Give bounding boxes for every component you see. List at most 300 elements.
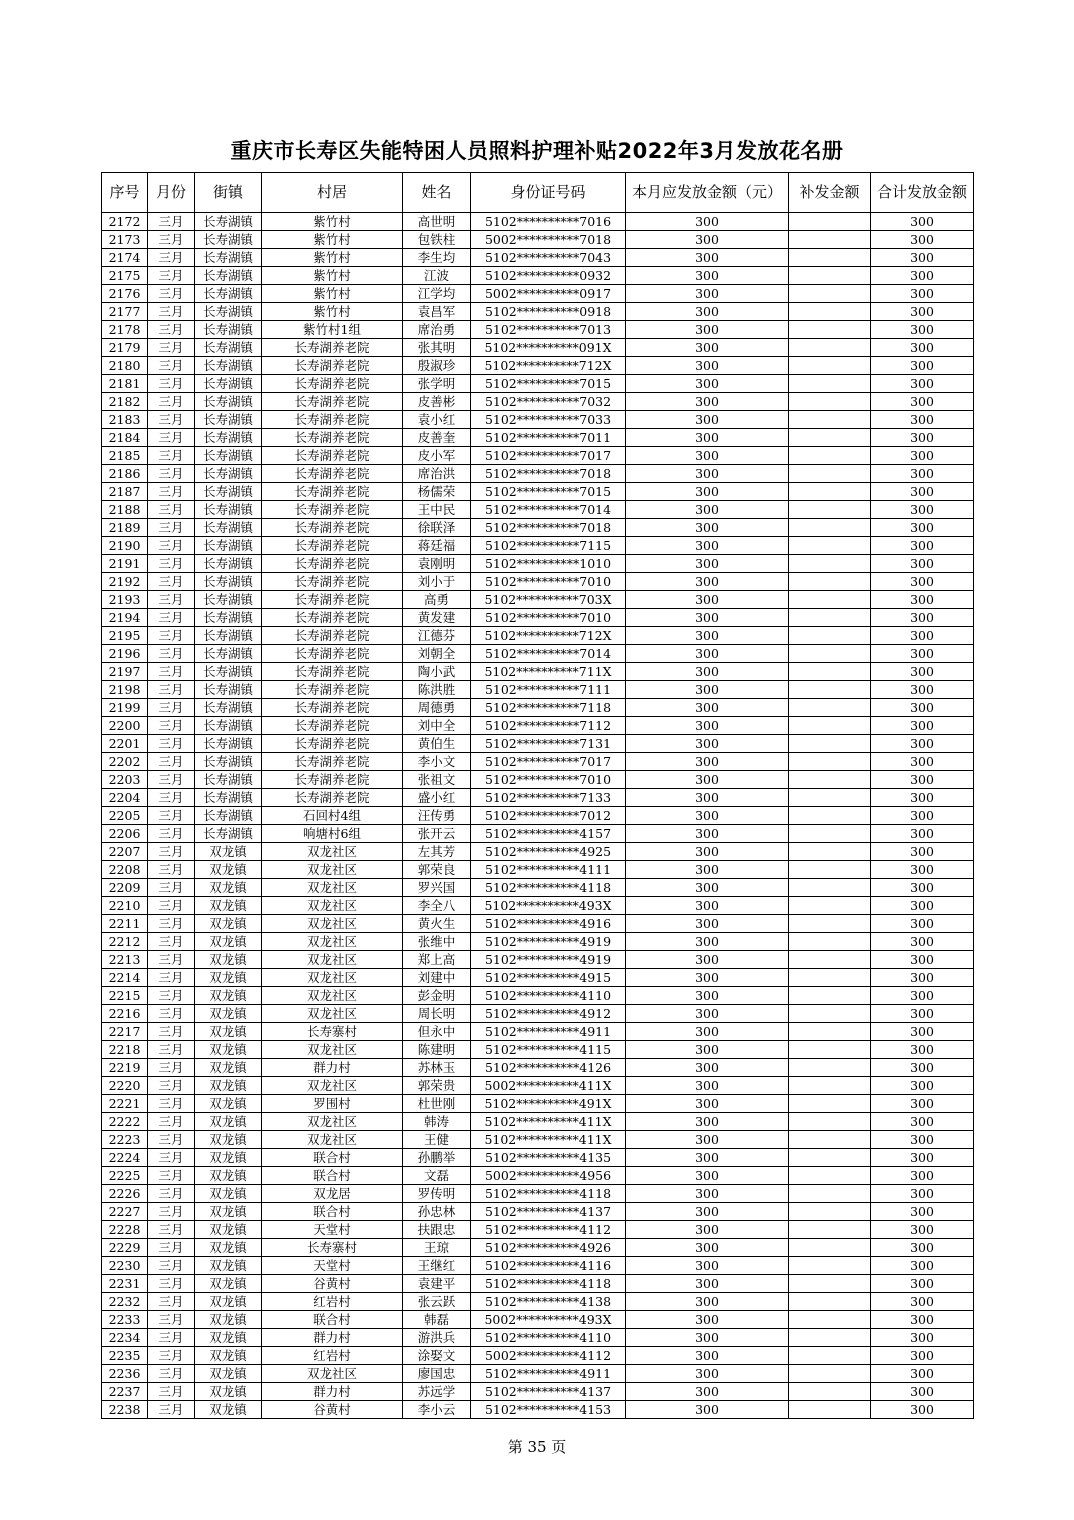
- header-town: 街镇: [195, 173, 262, 213]
- name-cell: 孙忠林: [403, 1203, 471, 1221]
- village-cell: 紫竹村1组: [262, 321, 403, 339]
- amount-due-cell: 300: [626, 1221, 789, 1239]
- town-cell: 双龙镇: [195, 1293, 262, 1311]
- back-pay-cell: [789, 1257, 871, 1275]
- month-cell: 三月: [148, 1131, 195, 1149]
- total-paid-cell: 300: [871, 1023, 974, 1041]
- id-number-cell: 5102**********491X: [471, 1095, 626, 1113]
- town-cell: 长寿湖镇: [195, 717, 262, 735]
- table-row: [102, 645, 974, 663]
- back-pay-cell: [789, 627, 871, 645]
- id-number-cell: 5102**********4919: [471, 951, 626, 969]
- name-cell: 彭金明: [403, 987, 471, 1005]
- id-number-cell: 5102**********7017: [471, 753, 626, 771]
- amount-due-cell: 300: [626, 357, 789, 375]
- amount-due-cell: 300: [626, 303, 789, 321]
- seq-cell: 2220: [102, 1077, 148, 1095]
- village-cell: 谷黄村: [262, 1275, 403, 1293]
- table-row: [102, 735, 974, 753]
- amount-due-cell: 300: [626, 1149, 789, 1167]
- seq-cell: 2182: [102, 393, 148, 411]
- id-number-cell: 5102**********4115: [471, 1041, 626, 1059]
- name-cell: 袁刚明: [403, 555, 471, 573]
- town-cell: 双龙镇: [195, 1221, 262, 1239]
- total-paid-cell: 300: [871, 987, 974, 1005]
- amount-due-cell: 300: [626, 411, 789, 429]
- seq-cell: 2223: [102, 1131, 148, 1149]
- seq-cell: 2213: [102, 951, 148, 969]
- seq-cell: 2192: [102, 573, 148, 591]
- id-number-cell: 5102**********7010: [471, 609, 626, 627]
- amount-due-cell: 300: [626, 1257, 789, 1275]
- id-number-cell: 5102**********4926: [471, 1239, 626, 1257]
- id-number-cell: 5102**********711X: [471, 663, 626, 681]
- name-cell: 张其明: [403, 339, 471, 357]
- total-paid-cell: 300: [871, 789, 974, 807]
- back-pay-cell: [789, 1059, 871, 1077]
- month-cell: 三月: [148, 717, 195, 735]
- town-cell: 双龙镇: [195, 1041, 262, 1059]
- amount-due-cell: 300: [626, 1077, 789, 1095]
- back-pay-cell: [789, 303, 871, 321]
- id-number-cell: 5002**********4956: [471, 1167, 626, 1185]
- village-cell: 双龙社区: [262, 843, 403, 861]
- month-cell: 三月: [148, 1401, 195, 1419]
- amount-due-cell: 300: [626, 951, 789, 969]
- seq-cell: 2209: [102, 879, 148, 897]
- village-cell: 双龙社区: [262, 1113, 403, 1131]
- month-cell: 三月: [148, 1275, 195, 1293]
- roster-table: [101, 172, 974, 1419]
- seq-cell: 2219: [102, 1059, 148, 1077]
- id-number-cell: 5102**********7111: [471, 681, 626, 699]
- table-row: [102, 825, 974, 843]
- village-cell: 双龙社区: [262, 969, 403, 987]
- seq-cell: 2202: [102, 753, 148, 771]
- village-cell: 长寿湖养老院: [262, 627, 403, 645]
- amount-due-cell: 300: [626, 807, 789, 825]
- month-cell: 三月: [148, 1167, 195, 1185]
- total-paid-cell: 300: [871, 1167, 974, 1185]
- name-cell: 杜世刚: [403, 1095, 471, 1113]
- town-cell: 双龙镇: [195, 843, 262, 861]
- town-cell: 长寿湖镇: [195, 645, 262, 663]
- village-cell: 罗围村: [262, 1095, 403, 1113]
- village-cell: 天堂村: [262, 1257, 403, 1275]
- table-row: [102, 1131, 974, 1149]
- name-cell: 李全八: [403, 897, 471, 915]
- month-cell: 三月: [148, 1149, 195, 1167]
- month-cell: 三月: [148, 807, 195, 825]
- month-cell: 三月: [148, 591, 195, 609]
- village-cell: 双龙居: [262, 1185, 403, 1203]
- month-cell: 三月: [148, 285, 195, 303]
- id-number-cell: 5102**********4157: [471, 825, 626, 843]
- town-cell: 长寿湖镇: [195, 609, 262, 627]
- total-paid-cell: 300: [871, 285, 974, 303]
- id-number-cell: 5102**********712X: [471, 357, 626, 375]
- town-cell: 双龙镇: [195, 861, 262, 879]
- back-pay-cell: [789, 1023, 871, 1041]
- name-cell: 韩涛: [403, 1113, 471, 1131]
- total-paid-cell: 300: [871, 897, 974, 915]
- village-cell: 长寿湖养老院: [262, 357, 403, 375]
- back-pay-cell: [789, 1275, 871, 1293]
- name-cell: 杨儒荣: [403, 483, 471, 501]
- back-pay-cell: [789, 447, 871, 465]
- back-pay-cell: [789, 1113, 871, 1131]
- id-number-cell: 5102**********4118: [471, 1185, 626, 1203]
- back-pay-cell: [789, 555, 871, 573]
- seq-cell: 2210: [102, 897, 148, 915]
- name-cell: 皮小军: [403, 447, 471, 465]
- village-cell: 长寿湖养老院: [262, 537, 403, 555]
- id-number-cell: 5102**********4925: [471, 843, 626, 861]
- amount-due-cell: 300: [626, 1041, 789, 1059]
- amount-due-cell: 300: [626, 285, 789, 303]
- seq-cell: 2177: [102, 303, 148, 321]
- name-cell: 廖国忠: [403, 1365, 471, 1383]
- town-cell: 长寿湖镇: [195, 555, 262, 573]
- name-cell: 席治勇: [403, 321, 471, 339]
- id-number-cell: 5102**********4137: [471, 1203, 626, 1221]
- total-paid-cell: 300: [871, 771, 974, 789]
- table-row: [102, 1023, 974, 1041]
- month-cell: 三月: [148, 753, 195, 771]
- month-cell: 三月: [148, 915, 195, 933]
- amount-due-cell: 300: [626, 897, 789, 915]
- back-pay-cell: [789, 1365, 871, 1383]
- table-row: [102, 789, 974, 807]
- name-cell: 涂娶文: [403, 1347, 471, 1365]
- back-pay-cell: [789, 375, 871, 393]
- total-paid-cell: 300: [871, 393, 974, 411]
- total-paid-cell: 300: [871, 1401, 974, 1419]
- table-row: [102, 231, 974, 249]
- name-cell: 周德勇: [403, 699, 471, 717]
- total-paid-cell: 300: [871, 969, 974, 987]
- amount-due-cell: 300: [626, 609, 789, 627]
- back-pay-cell: [789, 807, 871, 825]
- name-cell: 李生均: [403, 249, 471, 267]
- total-paid-cell: 300: [871, 1239, 974, 1257]
- id-number-cell: 5102**********712X: [471, 627, 626, 645]
- month-cell: 三月: [148, 969, 195, 987]
- amount-due-cell: 300: [626, 1275, 789, 1293]
- back-pay-cell: [789, 501, 871, 519]
- seq-cell: 2214: [102, 969, 148, 987]
- town-cell: 双龙镇: [195, 1077, 262, 1095]
- total-paid-cell: 300: [871, 339, 974, 357]
- town-cell: 双龙镇: [195, 1365, 262, 1383]
- town-cell: 长寿湖镇: [195, 483, 262, 501]
- id-number-cell: 5002**********411X: [471, 1077, 626, 1095]
- seq-cell: 2175: [102, 267, 148, 285]
- back-pay-cell: [789, 1077, 871, 1095]
- seq-cell: 2188: [102, 501, 148, 519]
- month-cell: 三月: [148, 321, 195, 339]
- id-number-cell: 5102**********7043: [471, 249, 626, 267]
- village-cell: 天堂村: [262, 1221, 403, 1239]
- name-cell: 陈洪胜: [403, 681, 471, 699]
- table-row: [102, 1095, 974, 1113]
- table-row: [102, 1401, 974, 1419]
- name-cell: 郭荣良: [403, 861, 471, 879]
- amount-due-cell: 300: [626, 1131, 789, 1149]
- total-paid-cell: 300: [871, 267, 974, 285]
- total-paid-cell: 300: [871, 1131, 974, 1149]
- amount-due-cell: 300: [626, 1401, 789, 1419]
- table-row: [102, 807, 974, 825]
- total-paid-cell: 300: [871, 1005, 974, 1023]
- name-cell: 袁昌军: [403, 303, 471, 321]
- month-cell: 三月: [148, 357, 195, 375]
- village-cell: 谷黄村: [262, 1401, 403, 1419]
- name-cell: 李小云: [403, 1401, 471, 1419]
- name-cell: 李小文: [403, 753, 471, 771]
- table-row: [102, 537, 974, 555]
- back-pay-cell: [789, 483, 871, 501]
- table-row: [102, 555, 974, 573]
- name-cell: 张学明: [403, 375, 471, 393]
- document-title: 重庆市长寿区失能特困人员照料护理补贴2022年3月发放花名册: [230, 139, 844, 163]
- total-paid-cell: 300: [871, 915, 974, 933]
- total-paid-cell: 300: [871, 627, 974, 645]
- id-number-cell: 5102**********7015: [471, 375, 626, 393]
- id-number-cell: 5102**********4110: [471, 1329, 626, 1347]
- amount-due-cell: 300: [626, 447, 789, 465]
- town-cell: 长寿湖镇: [195, 771, 262, 789]
- name-cell: 刘朝全: [403, 645, 471, 663]
- table-row: [102, 393, 974, 411]
- town-cell: 长寿湖镇: [195, 735, 262, 753]
- seq-cell: 2176: [102, 285, 148, 303]
- back-pay-cell: [789, 915, 871, 933]
- name-cell: 游洪兵: [403, 1329, 471, 1347]
- total-paid-cell: 300: [871, 375, 974, 393]
- back-pay-cell: [789, 771, 871, 789]
- seq-cell: 2238: [102, 1401, 148, 1419]
- seq-cell: 2194: [102, 609, 148, 627]
- total-paid-cell: 300: [871, 1077, 974, 1095]
- back-pay-cell: [789, 321, 871, 339]
- town-cell: 双龙镇: [195, 1401, 262, 1419]
- total-paid-cell: 300: [871, 879, 974, 897]
- town-cell: 长寿湖镇: [195, 519, 262, 537]
- total-paid-cell: 300: [871, 555, 974, 573]
- month-cell: 三月: [148, 645, 195, 663]
- table-row: [102, 987, 974, 1005]
- table-row: [102, 933, 974, 951]
- amount-due-cell: 300: [626, 663, 789, 681]
- village-cell: 联合村: [262, 1167, 403, 1185]
- back-pay-cell: [789, 1041, 871, 1059]
- total-paid-cell: 300: [871, 519, 974, 537]
- id-number-cell: 5102**********493X: [471, 897, 626, 915]
- back-pay-cell: [789, 753, 871, 771]
- back-pay-cell: [789, 735, 871, 753]
- village-cell: 群力村: [262, 1329, 403, 1347]
- amount-due-cell: 300: [626, 753, 789, 771]
- town-cell: 长寿湖镇: [195, 465, 262, 483]
- seq-cell: 2231: [102, 1275, 148, 1293]
- id-number-cell: 5102**********7131: [471, 735, 626, 753]
- village-cell: 双龙社区: [262, 1365, 403, 1383]
- town-cell: 长寿湖镇: [195, 321, 262, 339]
- town-cell: 双龙镇: [195, 1311, 262, 1329]
- town-cell: 双龙镇: [195, 1023, 262, 1041]
- table-row: [102, 771, 974, 789]
- back-pay-cell: [789, 411, 871, 429]
- total-paid-cell: 300: [871, 681, 974, 699]
- village-cell: 长寿湖养老院: [262, 699, 403, 717]
- village-cell: 响塘村6组: [262, 825, 403, 843]
- back-pay-cell: [789, 699, 871, 717]
- month-cell: 三月: [148, 339, 195, 357]
- id-number-cell: 5102**********1010: [471, 555, 626, 573]
- total-paid-cell: 300: [871, 1365, 974, 1383]
- town-cell: 长寿湖镇: [195, 285, 262, 303]
- table-row: [102, 1311, 974, 1329]
- back-pay-cell: [789, 249, 871, 267]
- seq-cell: 2212: [102, 933, 148, 951]
- total-paid-cell: 300: [871, 807, 974, 825]
- back-pay-cell: [789, 663, 871, 681]
- header-back-pay: 补发金额: [789, 173, 871, 213]
- town-cell: 双龙镇: [195, 1239, 262, 1257]
- back-pay-cell: [789, 429, 871, 447]
- seq-cell: 2201: [102, 735, 148, 753]
- id-number-cell: 5102**********4916: [471, 915, 626, 933]
- village-cell: 双龙社区: [262, 897, 403, 915]
- month-cell: 三月: [148, 951, 195, 969]
- amount-due-cell: 300: [626, 771, 789, 789]
- table-row: [102, 321, 974, 339]
- seq-cell: 2237: [102, 1383, 148, 1401]
- amount-due-cell: 300: [626, 717, 789, 735]
- header-village: 村居: [262, 173, 403, 213]
- id-number-cell: 5102**********4137: [471, 1383, 626, 1401]
- seq-cell: 2217: [102, 1023, 148, 1041]
- table-row: [102, 1383, 974, 1401]
- amount-due-cell: 300: [626, 789, 789, 807]
- village-cell: 长寿湖养老院: [262, 573, 403, 591]
- month-cell: 三月: [148, 897, 195, 915]
- town-cell: 双龙镇: [195, 1149, 262, 1167]
- village-cell: 长寿湖养老院: [262, 339, 403, 357]
- table-row: [102, 465, 974, 483]
- town-cell: 双龙镇: [195, 879, 262, 897]
- amount-due-cell: 300: [626, 879, 789, 897]
- month-cell: 三月: [148, 267, 195, 285]
- table-row: [102, 411, 974, 429]
- name-cell: 汪传勇: [403, 807, 471, 825]
- back-pay-cell: [789, 213, 871, 231]
- seq-cell: 2208: [102, 861, 148, 879]
- town-cell: 双龙镇: [195, 1185, 262, 1203]
- name-cell: 罗兴国: [403, 879, 471, 897]
- back-pay-cell: [789, 267, 871, 285]
- id-number-cell: 5102**********7016: [471, 213, 626, 231]
- table-row: [102, 951, 974, 969]
- month-cell: 三月: [148, 1185, 195, 1203]
- village-cell: 长寿湖养老院: [262, 681, 403, 699]
- name-cell: 但永中: [403, 1023, 471, 1041]
- seq-cell: 2172: [102, 213, 148, 231]
- town-cell: 长寿湖镇: [195, 573, 262, 591]
- back-pay-cell: [789, 879, 871, 897]
- village-cell: 长寿湖养老院: [262, 483, 403, 501]
- header-month: 月份: [148, 173, 195, 213]
- seq-cell: 2224: [102, 1149, 148, 1167]
- back-pay-cell: [789, 1329, 871, 1347]
- amount-due-cell: 300: [626, 627, 789, 645]
- id-number-cell: 5102**********4911: [471, 1023, 626, 1041]
- back-pay-cell: [789, 681, 871, 699]
- back-pay-cell: [789, 825, 871, 843]
- total-paid-cell: 300: [871, 1293, 974, 1311]
- id-number-cell: 5102**********411X: [471, 1113, 626, 1131]
- total-paid-cell: 300: [871, 735, 974, 753]
- seq-cell: 2206: [102, 825, 148, 843]
- town-cell: 双龙镇: [195, 1113, 262, 1131]
- amount-due-cell: 300: [626, 933, 789, 951]
- seq-cell: 2189: [102, 519, 148, 537]
- total-paid-cell: 300: [871, 663, 974, 681]
- id-number-cell: 5102**********7018: [471, 465, 626, 483]
- header-name: 姓名: [403, 173, 471, 213]
- town-cell: 长寿湖镇: [195, 789, 262, 807]
- total-paid-cell: 300: [871, 933, 974, 951]
- back-pay-cell: [789, 393, 871, 411]
- town-cell: 双龙镇: [195, 933, 262, 951]
- seq-cell: 2221: [102, 1095, 148, 1113]
- table-row: [102, 591, 974, 609]
- name-cell: 盛小红: [403, 789, 471, 807]
- amount-due-cell: 300: [626, 1203, 789, 1221]
- back-pay-cell: [789, 609, 871, 627]
- name-cell: 孙鹏举: [403, 1149, 471, 1167]
- month-cell: 三月: [148, 375, 195, 393]
- seq-cell: 2187: [102, 483, 148, 501]
- table-row: [102, 843, 974, 861]
- seq-cell: 2222: [102, 1113, 148, 1131]
- id-number-cell: 5102**********0932: [471, 267, 626, 285]
- seq-cell: 2225: [102, 1167, 148, 1185]
- village-cell: 长寿湖养老院: [262, 645, 403, 663]
- table-row: [102, 1221, 974, 1239]
- table-row: [102, 1059, 974, 1077]
- village-cell: 长寿湖养老院: [262, 591, 403, 609]
- header-amount-due: 本月应发放金额（元）: [626, 173, 789, 213]
- total-paid-cell: 300: [871, 591, 974, 609]
- town-cell: 双龙镇: [195, 1383, 262, 1401]
- village-cell: 群力村: [262, 1383, 403, 1401]
- seq-cell: 2218: [102, 1041, 148, 1059]
- town-cell: 长寿湖镇: [195, 267, 262, 285]
- table-row: [102, 1365, 974, 1383]
- amount-due-cell: 300: [626, 591, 789, 609]
- month-cell: 三月: [148, 1383, 195, 1401]
- table-body: [102, 213, 974, 1419]
- name-cell: 苏林玉: [403, 1059, 471, 1077]
- id-number-cell: 5102**********4919: [471, 933, 626, 951]
- name-cell: 袁建平: [403, 1275, 471, 1293]
- id-number-cell: 5102**********4915: [471, 969, 626, 987]
- total-paid-cell: 300: [871, 483, 974, 501]
- table-row: [102, 717, 974, 735]
- total-paid-cell: 300: [871, 465, 974, 483]
